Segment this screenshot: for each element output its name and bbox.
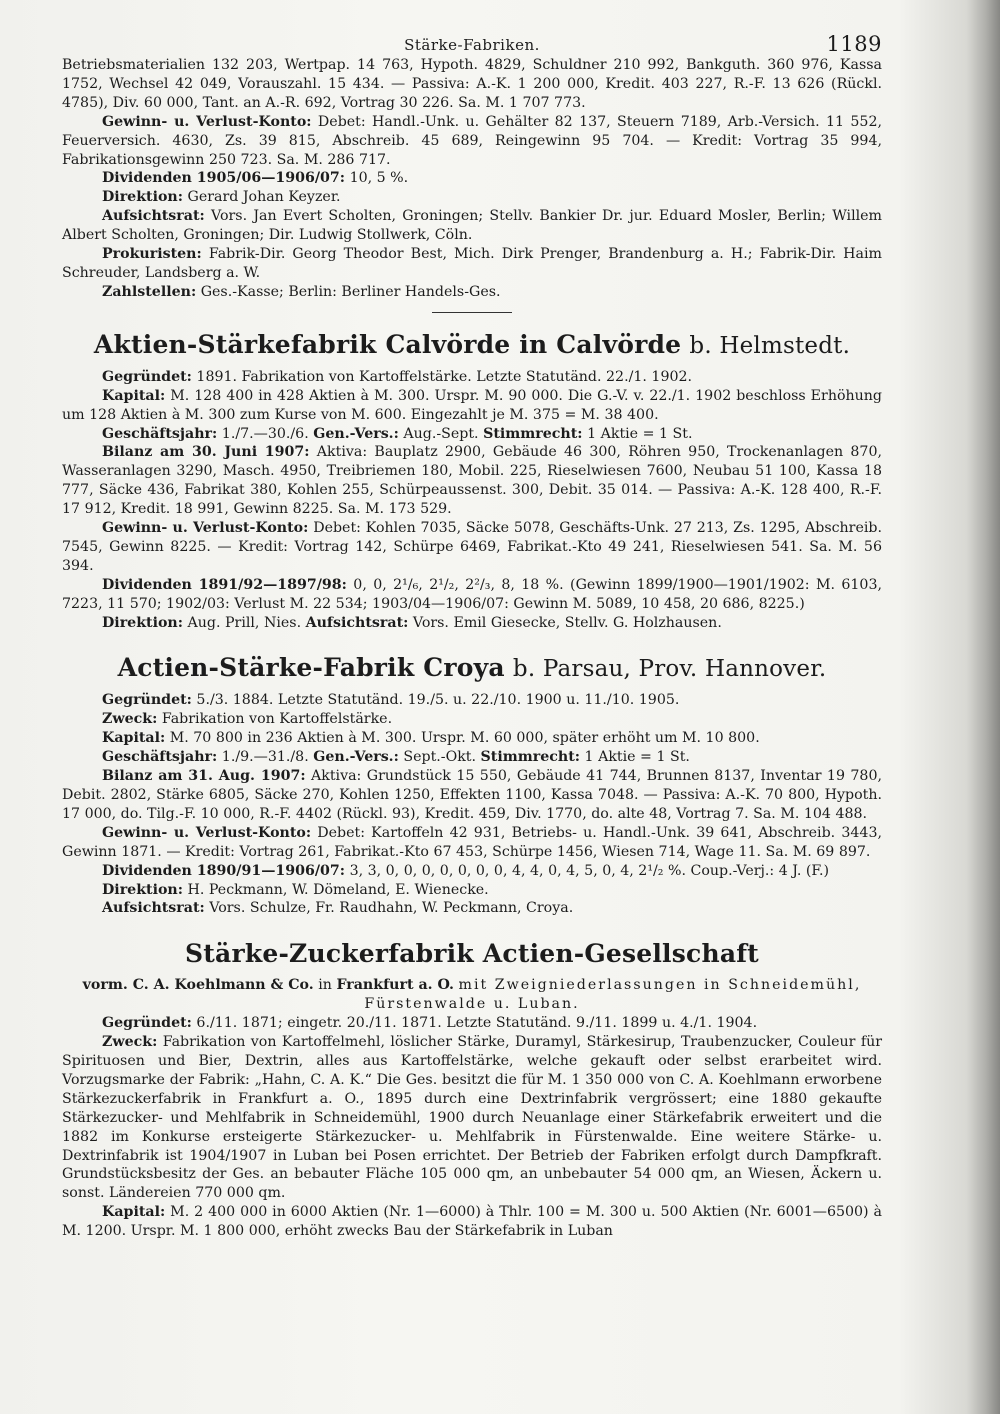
page-number: 1189 <box>826 32 882 56</box>
profit-loss-account: Gewinn- u. Verlust-Konto: Debet: Kartoffeln 42 931, Betriebs- u. Handl.-Unk. 39 641, Abschreib. 3443, Gewinn 1871. — Kredit: Vortrag 261, Fabrikat.-Kto 67 453, Schürpe 1456, Wiesen 714, Wage 11. Sa. M. 69 897. <box>62 824 882 860</box>
balance-continuation: Betriebsmaterialien 132 203, Wertpap. 14 763, Hypoth. 4829, Schuldner 210 992, Bankguth. 360 976, Kassa 1752, Wechsel 42 049, Vorauszahl. 15 434. — Passiva: A.-K. 1 200 000, Kredit. 403 227, R.-F. 13 626 (Rückl. 4785), Div. 60 000, Tant. an A.-R. 692, Vortrag 30 226. Sa. M. 1 707 773. <box>62 57 882 111</box>
dividends: Dividenden 1891/92—1897/98: 0, 0, 2¹/₆, 2¹/₂, 2²/₃, 8, 18 %. (Gewinn 1899/1900—1901/1902: M. 6103, 7223, 11 570; 1902/03: Verlust M. 22 534; 1903/04—1906/07: Gewinn M. 5089, 10 458, 20 686, 8225.) <box>62 576 882 612</box>
company-subheading: vorm. C. A. Koehlmann & Co. in Frankfurt a. O. mit Zweigniederlassungen in Schneidemühl, Fürstenwalde u. Luban. <box>82 977 862 1013</box>
supervisory-board: Aufsichtsrat: Vors. Schulze, Fr. Raudhahn, W. Peckmann, Croya. <box>102 900 574 917</box>
balance-sheet: Bilanz am 30. Juni 1907: Aktiva: Bauplatz 2900, Gebäude 46 300, Röhren 950, Trockenanlagen 870, Wasseranlagen 3290, Masch. 4950, Treibriemen 180, Mobil. 225, Rieselwiesen 7600, Neubau 51 100, Kassa 18 777, Säcke 436, Fabrikat 380, Kohlen 255, Schürpeaussenst. 300, Debit. 35 014. — Passiva: A.-K. 128 400, R.-F. 17 912, Kredit. 18 991, Gewinn 8225. Sa. M. 173 529. <box>62 444 882 518</box>
capital: Kapital: M. 128 400 in 428 Aktien à M. 300. Urspr. M. 90 000. Die G.-V. v. 22./1. 1902 beschloss Erhöhung um 128 Aktien à M. 300 zum Kurse von M. 600. Eingezahlt je M. 375 = M. 38 400. <box>62 387 882 423</box>
scan-shadow <box>966 0 1000 1414</box>
entry-calvoerde <box>62 329 882 633</box>
capital: Kapital: M. 70 800 in 236 Aktien à M. 300. Urspr. M. 60 000, später erhöht um M. 10 800. <box>102 730 760 747</box>
purpose: Zweck: Fabrikation von Kartoffelmehl, löslicher Stärke, Duramyl, Stärkesirup, Traubenzucker, Couleur für Spirituosen und Bier, Dextrin, alles aus Kartoffelstärke, welche gekauft oder selbst erarbeitet wird. Vorzugsmarke der Fabrik: „Hahn, C. A. K.“ Die Ges. besitzt die für M. 1 350 000 von C. A. Koehlmann erworbene Stärkezuckerfabrik in Frankfurt a. O., 1895 durch eine Dextrinfabrik vergrössert; eine 1880 gekaufte Stärkezucker- und Mehlfabrik in Schneidemühl, 1900 durch Neuanlage einer Stärkefabrik erweitert und die 1882 im Konkurse ersteigerte Stärkezucker- u. Mehlfabrik in Fürstenwalde. Eine weitere Stärke- u. Dextrinfabrik ist 1904/1907 in Luban bei Posen errichtet. Der Betrieb der Fabriken erfolgt durch Dampfkraft. Grundstücksbesitz der Ges. an bebauter Fläche 105 000 qm, an unbebauter 54 000 qm, an Wiesen, Äckern u. sonst. Ländereien 770 000 qm. <box>62 1034 882 1202</box>
entry-croya <box>62 652 882 918</box>
page-header <box>62 26 882 56</box>
entry-continuation <box>62 56 882 302</box>
fiscal-year: Geschäftsjahr: 1./9.—31./8. Gen.-Vers.: Sept.-Okt. Stimmrecht: 1 Aktie = 1 St. <box>102 749 690 766</box>
founded: Gegründet: 5./3. 1884. Letzte Statutänd. 19./5. u. 22./10. 1900 u. 11./10. 1905. <box>102 692 680 709</box>
management: Direktion: Aug. Prill, Nies. Aufsichtsrat: Vors. Emil Giesecke, Stellv. G. Holzhausen. <box>102 614 722 631</box>
supervisory-board: Aufsichtsrat: Vors. Jan Evert Scholten, Groningen; Stellv. Bankier Dr. jur. Eduard Mosler, Berlin; Willem Albert Scholten, Groningen; Dir. Ludwig Stollwerk, Cöln. <box>62 208 882 244</box>
company-heading: Aktien-Stärkefabrik Calvörde in Calvörde b. Helmstedt. <box>93 329 851 359</box>
management: Direktion: H. Peckmann, W. Dömeland, E. Wienecke. <box>102 881 489 898</box>
running-title: Stärke-Fabriken. <box>404 36 540 54</box>
founded: Gegründet: 6./11. 1871; eingetr. 20./11. 1871. Letzte Statutänd. 9./11. 1899 u. 4./1. 1904. <box>102 1015 758 1032</box>
entry-koehlmann <box>62 938 882 1241</box>
profit-loss-account: Gewinn- u. Verlust-Konto: Debet: Kohlen 7035, Säcke 5078, Geschäfts-Unk. 27 213, Zs. 1295, Abschreib. 7545, Gewinn 8225. — Kredit: Vortrag 142, Schürpe 6469, Fabrikat.-Kto 49 241, Rieselwiesen 541. Sa. M. 56 394. <box>62 520 882 574</box>
founded: Gegründet: 1891. Fabrikation von Kartoffelstärke. Letzte Statutänd. 22./1. 1902. <box>102 368 693 385</box>
management: Direktion: Gerard Johan Keyzer. <box>102 189 341 206</box>
balance-sheet: Bilanz am 31. Aug. 1907: Aktiva: Grundstück 15 550, Gebäude 41 744, Brunnen 8137, Inventar 19 780, Debit. 2802, Stärke 6805, Säcke 270, Kohlen 1250, Effekten 1100, Kassa 7048. — Passiva: A.-K. 70 800, Hypoth. 17 000, do. Tilg.-F. 10 000, R.-F. 4402 (Rückl. 93), Kredit. 459, Div. 1770, do. alte 48, Vortrag 7. Sa. M. 104 488. <box>62 768 882 822</box>
capital: Kapital: M. 2 400 000 in 6000 Aktien (Nr. 1—6000) à Thlr. 100 = M. 300 u. 500 Aktien (Nr. 6001—6500) à M. 1200. Urspr. M. 1 800 000, erhöht zwecks Bau der Stärkefabrik in Luban <box>62 1204 882 1240</box>
authorized-officers: Prokuristen: Fabrik-Dir. Georg Theodor Best, Mich. Dirk Prenger, Brandenburg a. H.; Fabrik-Dir. Haim Schreuder, Landsberg a. W. <box>62 246 882 281</box>
dividends: Dividenden 1890/91—1906/07: 3, 3, 0, 0, 0, 0, 0, 0, 0, 4, 4, 0, 4, 5, 0, 4, 2¹/₂ %. Coup.-Verj.: 4 J. (F.) <box>102 862 830 879</box>
paying-agents: Zahlstellen: Ges.-Kasse; Berlin: Berliner Handels-Ges. <box>102 283 501 300</box>
profit-loss-account: Gewinn- u. Verlust-Konto: Debet: Handl.-Unk. u. Gehälter 82 137, Steuern 7189, Arb.-Versich. 11 552, Feuerversich. 4630, Zs. 39 815, Abschreib. 45 689, Reingewinn 95 704. — Kredit: Vortrag 35 994, Fabrikationsgewinn 250 723. Sa. M. 286 717. <box>62 113 882 168</box>
purpose: Zweck: Fabrikation von Kartoffelstärke. <box>102 711 393 728</box>
fiscal-year: Geschäftsjahr: 1./7.—30./6. Gen.-Vers.: Aug.-Sept. Stimmrecht: 1 Aktie = 1 St. <box>102 425 693 442</box>
company-heading: Actien-Stärke-Fabrik Croya b. Parsau, Prov. Hannover. <box>117 653 827 683</box>
company-heading: Stärke-Zuckerfabrik Actien-Gesellschaft <box>185 939 759 969</box>
dividends: Dividenden 1905/06—1906/07: 10, 5 %. <box>102 170 409 187</box>
section-divider <box>432 312 512 313</box>
